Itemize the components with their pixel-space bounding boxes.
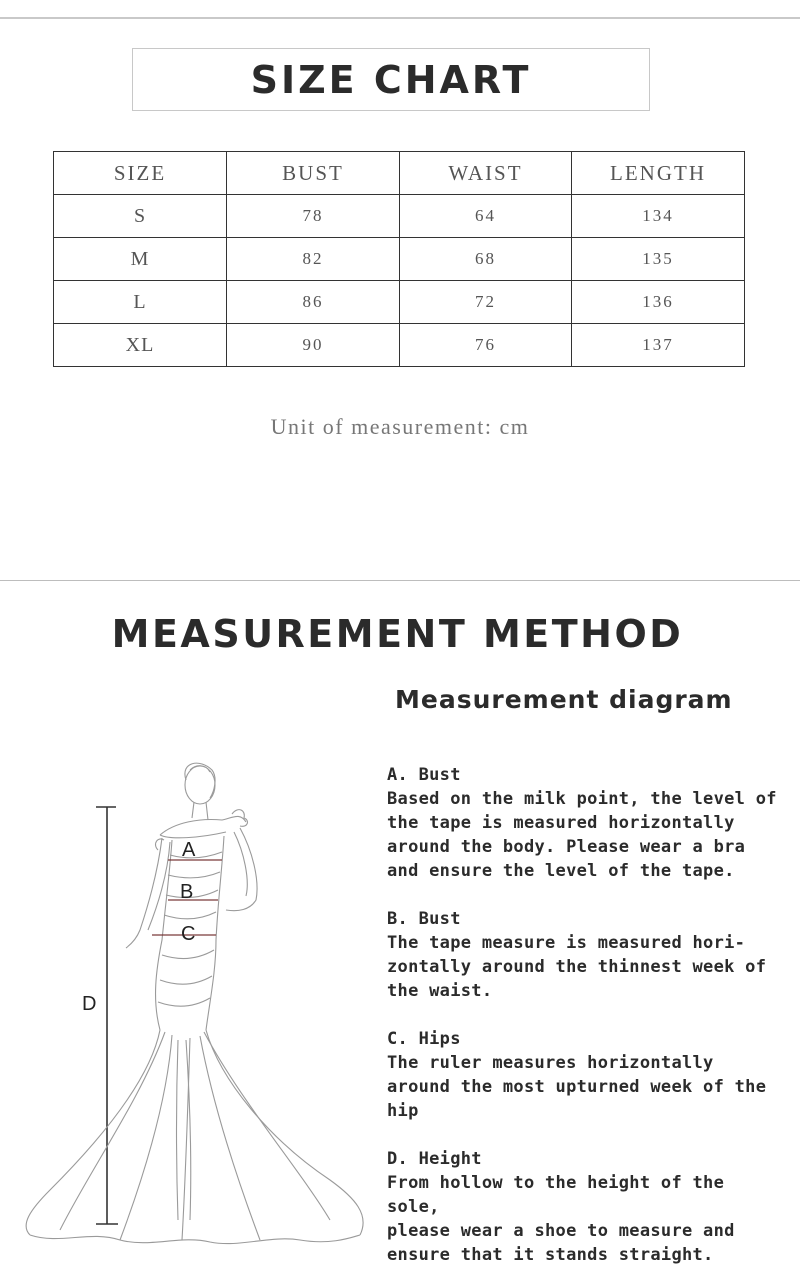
waist-cell: 76 [400, 324, 572, 367]
bust-cell: 78 [227, 195, 400, 238]
desc-text: The ruler measures horizontally around the most upturned week of the hip [387, 1053, 767, 1121]
desc-heading: C. Hips [387, 1029, 461, 1049]
figure-label-c: C [181, 923, 196, 945]
length-cell: 136 [572, 281, 745, 324]
desc-height [387, 1147, 777, 1267]
size-cell: M [54, 238, 227, 281]
desc-hips [387, 1027, 777, 1123]
bust-cell: 90 [227, 324, 400, 367]
waist-cell: 72 [400, 281, 572, 324]
height-ruler [96, 807, 118, 1224]
desc-text: From hollow to the height of the sole, please wear a shoe to measure and ensure that it stands straight. [387, 1173, 735, 1265]
waist-cell: 68 [400, 238, 572, 281]
bust-cell: 82 [227, 238, 400, 281]
header-size: SIZE [54, 152, 227, 195]
dress-figure-illustration [0, 740, 380, 1250]
header-waist: WAIST [400, 152, 572, 195]
size-cell: S [54, 195, 227, 238]
header-bust: BUST [227, 152, 400, 195]
waist-cell: 64 [400, 195, 572, 238]
desc-bust-a [387, 763, 777, 883]
desc-text: Based on the milk point, the level of the tape is measured horizontally around the body. Please wear a bra and ensure the level of the tape. [387, 789, 777, 881]
top-divider [0, 17, 800, 19]
measurement-diagram-title: Measurement diagram [395, 685, 733, 714]
header-length: LENGTH [572, 152, 745, 195]
size-cell: L [54, 281, 227, 324]
desc-text: The tape measure is measured hori- zontally around the thinnest week of the waist. [387, 933, 767, 1001]
length-cell: 137 [572, 324, 745, 367]
table-row [54, 238, 745, 281]
table-row [54, 281, 745, 324]
figure-label-a: A [182, 839, 196, 861]
desc-heading: A. Bust [387, 765, 461, 785]
measurement-method-title: MEASUREMENT METHOD [111, 612, 684, 656]
figure-label-b: B [180, 881, 194, 903]
bust-cell: 86 [227, 281, 400, 324]
size-chart-title: SIZE CHART [250, 57, 532, 102]
table-header-row [54, 152, 745, 195]
length-cell: 134 [572, 195, 745, 238]
desc-heading: B. Bust [387, 909, 461, 929]
size-chart-title-box [132, 48, 650, 111]
table-row [54, 195, 745, 238]
section-divider [0, 580, 800, 581]
table-row [54, 324, 745, 367]
desc-heading: D. Height [387, 1149, 482, 1169]
length-cell: 135 [572, 238, 745, 281]
dress-sketch [26, 763, 363, 1243]
figure-label-d: D [82, 993, 97, 1015]
size-table [53, 151, 745, 367]
unit-note: Unit of measurement: cm [270, 414, 530, 439]
size-cell: XL [54, 324, 227, 367]
desc-bust-b [387, 907, 777, 1003]
